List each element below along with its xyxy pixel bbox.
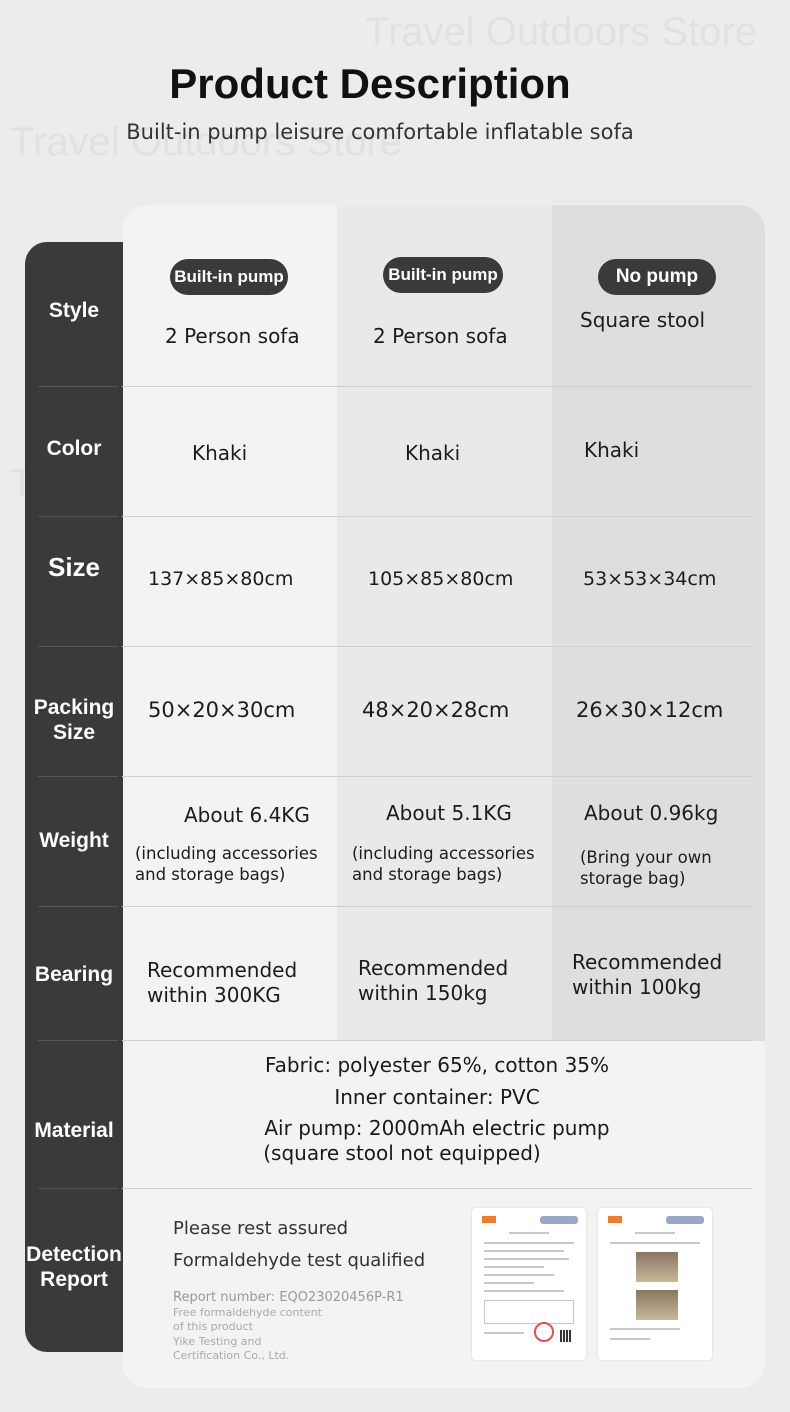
row-divider (122, 386, 752, 387)
weight-note (352, 843, 535, 886)
weight-note-line2: storage bag) (580, 869, 686, 889)
style-value: Square stool (580, 308, 706, 332)
pump-badge: Built-in pump (383, 257, 503, 293)
sidebar-divider (38, 776, 118, 777)
size-value: 53×53×34cm (583, 568, 717, 590)
detection-reassure: Please rest assured (173, 1218, 349, 1239)
page-subtitle: Built-in pump leisure comfortable inflatable sofa (126, 120, 634, 144)
report-stamp (534, 1322, 554, 1342)
sidebar-divider (38, 516, 118, 517)
row-divider (122, 646, 752, 647)
color-value: Khaki (405, 441, 461, 465)
certification-logos (540, 1216, 578, 1224)
bearing-line1: Recommended (358, 956, 509, 980)
label-sidebar (25, 242, 123, 1352)
row-label-packing-line2: Size (52, 721, 96, 745)
size-value: 137×85×80cm (148, 568, 294, 590)
bearing-line2: within 300KG (147, 983, 281, 1007)
row-divider (122, 906, 752, 907)
weight-note (135, 843, 318, 886)
row-label-packing-line1: Packing (33, 696, 115, 719)
size-value: 105×85×80cm (368, 568, 514, 590)
weight-value: About 0.96kg (584, 801, 719, 825)
report-note-line4: Certification Co., Ltd. (173, 1348, 290, 1362)
row-label-bearing: Bearing (34, 963, 114, 986)
bearing-line2: within 150kg (358, 981, 488, 1005)
bearing-line1: Recommended (147, 958, 298, 982)
row-label-packing-size (25, 695, 123, 745)
weight-note-line2: and storage bags) (135, 865, 286, 885)
certification-logos (666, 1216, 704, 1224)
bearing-line1: Recommended (572, 950, 723, 974)
report-note (173, 1306, 322, 1363)
row-label-color: Color (46, 437, 102, 460)
row-divider (122, 776, 752, 777)
style-value: 2 Person sofa (165, 324, 300, 348)
page-title: Product Description (169, 60, 571, 107)
weight-note-line1: (including accessories (135, 844, 318, 863)
material-note: (square stool not equipped) (263, 1141, 541, 1165)
report-logo (482, 1216, 496, 1223)
packing-size-value: 48×20×28cm (362, 698, 510, 722)
report-note-line1: Free formaldehyde content (173, 1306, 322, 1319)
bearing-line2: within 100kg (572, 975, 702, 999)
row-divider (122, 1040, 752, 1041)
bearing-value (147, 958, 297, 1008)
row-label-detection-line1: Detection (26, 1243, 122, 1266)
weight-value: About 5.1KG (386, 801, 512, 825)
row-divider (122, 516, 752, 517)
material-air-pump: Air pump: 2000mAh electric pump (264, 1116, 610, 1140)
row-label-detection-line2: Report (40, 1268, 108, 1292)
row-label-weight: Weight (39, 829, 109, 852)
sofa-photo (636, 1252, 678, 1282)
weight-note-line2: and storage bags) (352, 865, 503, 885)
sidebar-divider (38, 386, 118, 387)
report-logo (608, 1216, 622, 1223)
test-report-document (472, 1208, 586, 1360)
row-label-style: Style (48, 299, 100, 322)
row-label-size: Size (47, 552, 101, 582)
row-label-material: Material (34, 1119, 114, 1142)
report-number: Report number: EQO23020456P-R1 (173, 1290, 404, 1305)
packing-size-value: 50×20×30cm (148, 698, 296, 722)
watermark (365, 10, 757, 55)
test-report-document (598, 1208, 712, 1360)
bearing-value (358, 956, 508, 1006)
sidebar-divider (38, 1188, 118, 1189)
report-note-line3: Yike Testing and (173, 1334, 262, 1348)
pump-badge: No pump (598, 259, 716, 295)
row-label-detection-report (25, 1242, 123, 1292)
pump-badge: Built-in pump (170, 259, 288, 295)
packing-size-value: 26×30×12cm (576, 698, 724, 722)
weight-value: About 6.4KG (184, 803, 310, 827)
report-note-line2: of this product (173, 1320, 253, 1334)
bearing-value (572, 950, 722, 1000)
sofa-photo (636, 1290, 678, 1320)
style-value: 2 Person sofa (373, 324, 508, 348)
color-value: Khaki (192, 441, 248, 465)
row-divider (122, 1188, 752, 1189)
material-fabric: Fabric: polyester 65%, cotton 35% (264, 1053, 610, 1077)
weight-note (580, 847, 712, 890)
sidebar-divider (38, 646, 118, 647)
detection-qualified: Formaldehyde test qualified (173, 1250, 426, 1271)
sidebar-divider (38, 1040, 118, 1041)
color-value: Khaki (584, 438, 640, 462)
qr-code (560, 1330, 572, 1342)
weight-note-line1: (including accessories (352, 844, 535, 863)
weight-note-line1: (Bring your own (580, 848, 712, 867)
sidebar-divider (38, 906, 118, 907)
material-inner: Inner container: PVC (334, 1085, 540, 1109)
